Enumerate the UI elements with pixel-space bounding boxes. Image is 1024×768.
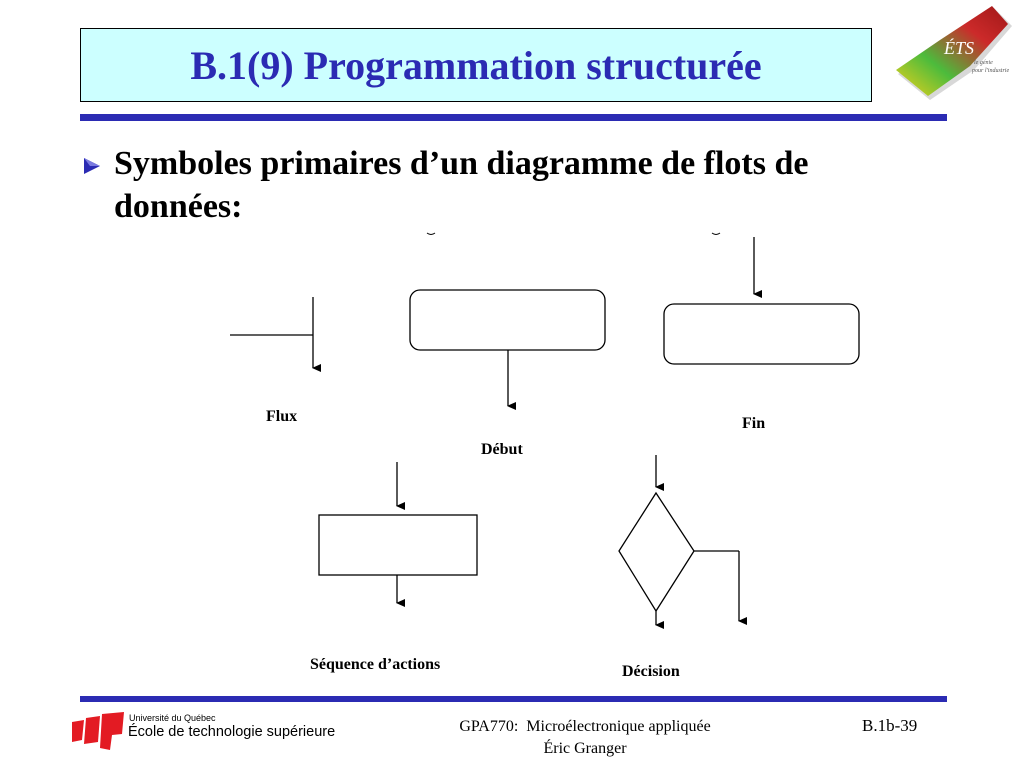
label-flux: Flux <box>266 408 298 425</box>
scan-artifact <box>712 233 720 235</box>
label-sequence: Séquence d’actions <box>310 656 441 673</box>
author-name: Éric Granger <box>543 740 627 757</box>
label-debut: Début <box>481 441 523 458</box>
university-name: Université du Québec <box>129 713 216 723</box>
label-fin: Fin <box>742 415 766 432</box>
bottom-rule <box>80 696 947 702</box>
footer-course-info <box>410 716 760 760</box>
decision-symbol <box>619 455 739 625</box>
course-title: GPA770: Microélectronique appliquée <box>459 718 711 735</box>
debut-symbol <box>410 290 605 406</box>
flux-symbol <box>230 297 313 368</box>
sequence-symbol <box>319 462 477 603</box>
slide-title: B.1(9) Programmation structurée <box>190 42 762 88</box>
fin-symbol <box>664 237 859 364</box>
ets-tagline-2: pour l'industrie <box>972 68 1010 74</box>
school-name: École de technologie supérieure <box>128 724 336 740</box>
bullet-text: Symboles primaires d’un diagramme de flots de données: <box>114 145 809 225</box>
ets-logo-text: ÉTS <box>944 38 975 58</box>
uq-logo-icon <box>72 712 124 750</box>
label-decision: Décision <box>622 663 680 680</box>
ets-tagline-1: le génie <box>974 60 993 66</box>
page-number: B.1b-39 <box>862 716 918 735</box>
scan-artifact <box>427 233 435 235</box>
